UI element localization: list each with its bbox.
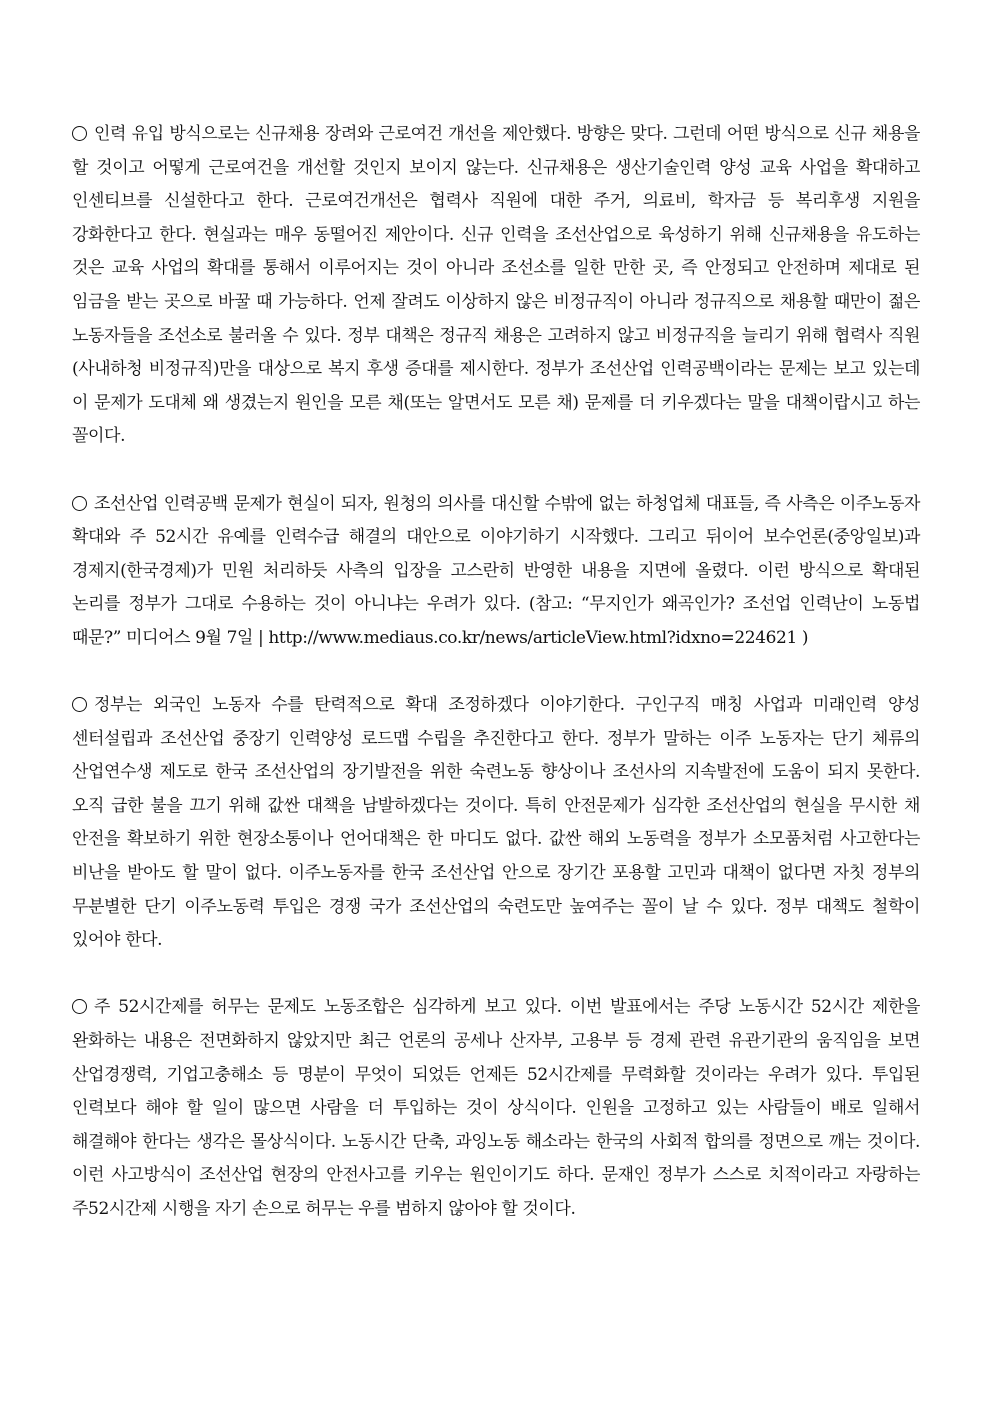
- circle-bullet-icon: [72, 496, 87, 511]
- paragraph-foreign-workers: [72, 689, 920, 958]
- circle-bullet-icon: [72, 999, 87, 1014]
- paragraph-recruitment: [72, 118, 920, 454]
- paragraph-text: 정부는 외국인 노동자 수를 탄력적으로 확대 조정하겠다 이야기한다. 구인구직 매칭 사업과 미래인력 양성 센터설립과 조선산업 중장기 인력양성 로드맵 수립을 추진한다고 한다. 정부가 말하는 이주 노동자는 단기 체류의 산업연수생 제도로 한국 조선산업의 장기발전을 위한 숙련노동 향상이나 조선사의 지속발전에 도움이 되지 못한다. 오직 급한 불을 끄기 위해 값싼 대책을 남발하겠다는 것이다. 특히 안전문제가 심각한 조선산업의 현실을 무시한 채 안전을 확보하기 위한 현장소통이나 언어대책은 한 마디도 없다. 값싼 해외 노동력을 정부가 소모품처럼 사고한다는 비난을 받아도 할 말이 없다. 이주노동자를 한국 조선산업 안으로 장기간 포용할 고민과 대책이 없다면 자칫 정부의 무분별한 단기 이주노동력 투입은 경쟁 국가 조선산업의 숙련도만 높여주는 꼴이 날 수 있다. 정부 대책도 철학이 있어야 한다.: [72, 695, 920, 951]
- paragraph-text: 인력 유입 방식으로는 신규채용 장려와 근로여건 개선을 제안했다. 방향은 맞다. 그런데 어떤 방식으로 신규 채용을 할 것이고 어떻게 근로여건을 개선할 것인지 보이지 않는다. 신규채용은 생산기술인력 양성 교육 사업을 확대하고 인센티브를 신설한다고 한다. 근로여건개선은 협력사 직원에 대한 주거, 의료비, 학자금 등 복리후생 지원을 강화한다고 한다. 현실과는 매우 동떨어진 제안이다. 신규 인력을 조선산업으로 육성하기 위해 신규채용을 유도하는 것은 교육 사업의 확대를 통해서 이루어지는 것이 아니라 조선소를 일한 만한 곳, 즉 안정되고 안전하며 제대로 된 임금을 받는 곳으로 바꿀 때 가능하다. 언제 잘려도 이상하지 않은 비정규직이 아니라 정규직으로 채용할 때만이 젊은 노동자들을 조선소로 불러올 수 있다. 정부 대책은 정규직 채용은 고려하지 않고 비정규직을 늘리기 위해 협력사 직원(사내하청 비정규직)만을 대상으로 복지 후생 증대를 제시한다. 정부가 조선산업 인력공백이라는 문제는 보고 있는데 이 문제가 도대체 왜 생겼는지 원인을 모른 채(또는 알면서도 모른 채) 문제를 더 키우겠다는 말을 대책이랍시고 하는 꼴이다.: [72, 124, 921, 447]
- document-body: [72, 118, 920, 1260]
- paragraph-labor-shortage: [72, 488, 920, 656]
- paragraph-text: 조선산업 인력공백 문제가 현실이 되자, 원청의 의사를 대신할 수밖에 없는 하청업체 대표들, 즉 사측은 이주노동자 확대와 주 52시간 유예를 인력수급 해결의 대안으로 이야기하기 시작했다. 그리고 뒤이어 보수언론(중앙일보)과 경제지(한국경제)가 민원 처리하듯 사측의 입장을 고스란히 반영한 내용을 지면에 올렸다. 이런 방식으로 확대된 논리를 정부가 그대로 수용하는 것이 아니냐는 우려가 있다. (참고: “무지인가 왜곡인가? 조선업 인력난이 노동법 때문?” 미디어스 9월 7일 | http://www.mediaus.co.kr/news/articleView.html?idxno=224621 ): [72, 493, 920, 648]
- circle-bullet-icon: [72, 126, 87, 141]
- paragraph-text: 주 52시간제를 허무는 문제도 노동조합은 심각하게 보고 있다. 이번 발표에서는 주당 노동시간 52시간 제한을 완화하는 내용은 전면화하지 않았지만 최근 언론의 공세나 산자부, 고용부 등 경제 관련 유관기관의 움직임을 보면 산업경쟁력, 기업고충해소 등 명분이 무엇이 되었든 언제든 52시간제를 무력화할 것이라는 우려가 있다. 투입된 인력보다 해야 할 일이 많으면 사람을 더 투입하는 것이 상식이다. 인원을 고정하고 있는 사람들이 배로 일해서 해결해야 한다는 생각은 몰상식이다. 노동시간 단축, 과잉노동 해소라는 한국의 사회적 합의를 정면으로 깨는 것이다. 이런 사고방식이 조선산업 현장의 안전사고를 키우는 원인이기도 하다. 문재인 정부가 스스로 치적이라고 자랑하는 주52시간제 시행을 자기 손으로 허무는 우를 범하지 않아야 할 것이다.: [72, 997, 920, 1219]
- paragraph-52-hour-week: [72, 991, 920, 1226]
- circle-bullet-icon: [72, 697, 87, 712]
